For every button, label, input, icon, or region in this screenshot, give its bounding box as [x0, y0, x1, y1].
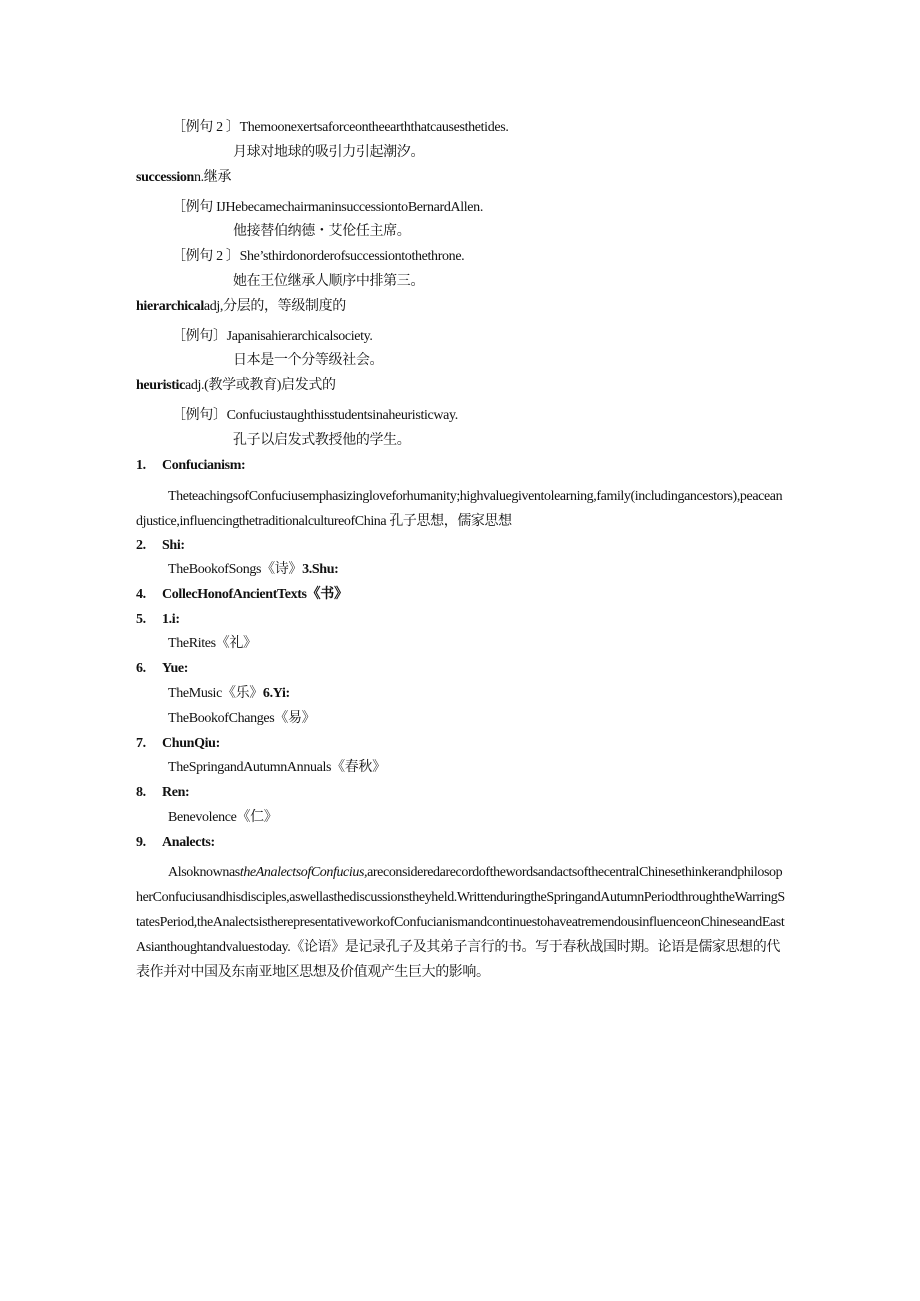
vocab-word: hierarchical	[136, 299, 204, 314]
term-heading-chunqiu	[136, 734, 220, 754]
term-title: Yue:	[162, 661, 189, 676]
example-translation: 月球对地球的吸引力引起潮汐。	[233, 145, 425, 160]
example-sentence-en	[172, 118, 508, 138]
term-number: 8.	[136, 785, 146, 800]
example-text: She’sthirdonorderofsuccessiontothethrone.	[239, 249, 465, 264]
term-heading-shu	[136, 585, 348, 605]
example-marker: ［例句〕	[172, 329, 227, 344]
term-title: Shi:	[162, 538, 185, 553]
term-body-analects	[136, 860, 788, 985]
term-number: 7.	[136, 736, 146, 751]
example-translation: 日本是一个分等级社会。	[233, 353, 384, 368]
term-inline-heading: 3.Shu:	[302, 562, 339, 577]
vocab-word: heuristic	[136, 378, 185, 393]
example-translation: 孔子以启发式教授他的学生。	[233, 433, 411, 448]
vocab-entry-succession	[136, 168, 231, 188]
term-body-ren: Benevolence《仁》	[168, 810, 278, 825]
example-text: Japanisahierarchicalsociety.	[226, 329, 373, 344]
term-heading-ren	[136, 783, 189, 803]
term-number: 1.	[136, 458, 146, 473]
vocab-entry-heuristic	[136, 376, 336, 396]
vocab-word: succession	[136, 170, 194, 185]
example-marker: ［例句 2 〕	[172, 249, 240, 264]
term-heading-li	[136, 610, 180, 630]
example-marker: ［例句〕	[172, 408, 227, 423]
term-title: Ren:	[162, 785, 190, 800]
term-number: 5.	[136, 612, 146, 627]
vocab-definition: n.继承	[193, 170, 232, 185]
term-body-chunqiu: TheSpringandAutumnAnnuals《春秋》	[168, 760, 386, 775]
term-title: CollecHonofAncientTexts《书》	[162, 587, 348, 602]
analects-text-pre: Alsoknownas	[168, 865, 240, 880]
analects-title-italic: theAnalectsofConfucius,	[239, 865, 368, 880]
term-body-confucianism: TheteachingsofConfuciusemphasizingloveforhumanity;highvaluegiventolearning,family(includingancestors),peaceandjustice,influencingthetraditionalcultureofChina 孔子思想，儒家思想	[136, 489, 783, 529]
example-marker: ［例句 IJ	[172, 200, 226, 215]
example-text: Themoonexertsaforceontheearththatcausesthetides.	[239, 120, 509, 135]
term-heading-confucianism	[136, 456, 245, 476]
term-body-yue	[168, 684, 290, 704]
term-title: ChunQiu:	[162, 736, 220, 751]
example-sentence-en	[172, 406, 458, 426]
term-body-yi: TheBookofChanges《易》	[168, 711, 316, 726]
vocab-entry-hierarchical	[136, 297, 346, 317]
term-number: 9.	[136, 835, 146, 850]
example-marker: ［例句 2 〕	[172, 120, 240, 135]
vocab-definition: adj.(教学或教育)启发式的	[184, 378, 336, 393]
term-title: Analects:	[162, 835, 215, 850]
example-text: HebecamechairmaninsuccessiontoBernardAllen.	[225, 200, 483, 215]
term-inline-heading: 6.Yi:	[262, 686, 290, 701]
term-title: Confucianism:	[162, 458, 246, 473]
example-translation: 他接替伯纳德・艾伦任主席。	[233, 224, 411, 239]
term-heading-analects	[136, 833, 215, 853]
term-number: 2.	[136, 538, 146, 553]
analects-text-post: areconsideredarecordofthewordsandactsofthecentralChinesethinkerandphilosopherConfuciusandhisdisciples,aswellasthediscussionstheyheld.WrittenduringtheSpringandAutumnPeriodthroughtheWarringStatesPeriod,theAnalectsistherepresentativeworkofConfucianismandcontinuestohaveatremendousinfluenceonChineseandEastAsianthoughtandvaluestoday.《论语》是记录孔子及其弟子言行的书。写于春秋战国时期。论语是儒家思想的代表作并对中国及东南亚地区思想及价值观产生巨大的影响。	[136, 865, 785, 980]
example-translation: 她在王位继承人顺序中排第三。	[233, 274, 425, 289]
example-sentence-en	[172, 198, 483, 218]
example-sentence-en	[172, 327, 373, 347]
term-heading-shi	[136, 536, 185, 556]
term-body-shi	[168, 560, 338, 580]
term-number: 6.	[136, 661, 146, 676]
term-number: 4.	[136, 587, 146, 602]
example-sentence-en	[172, 247, 464, 267]
term-text: TheBookofSongs《诗》	[168, 562, 303, 577]
vocab-definition: adj,分层的，等级制度的	[203, 299, 346, 314]
term-title: 1.i:	[162, 612, 180, 627]
term-heading-yue	[136, 659, 188, 679]
term-text: TheMusic《乐》	[168, 686, 263, 701]
term-body-li: TheRites《礼》	[168, 636, 257, 651]
example-text: Confuciustaughthisstudentsinaheuristicway.	[226, 408, 458, 423]
